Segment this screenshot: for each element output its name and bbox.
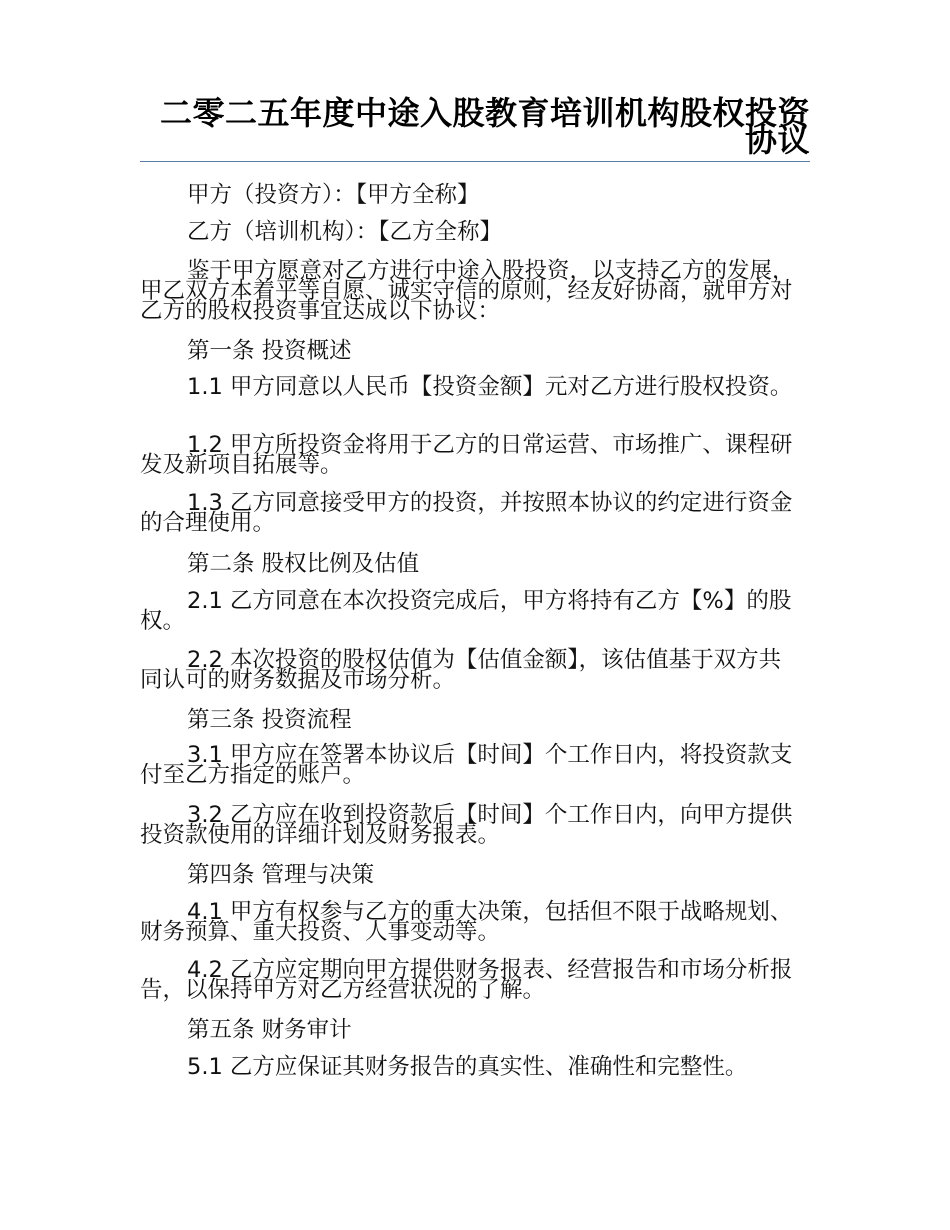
clause-1-3: 1.3 乙方同意接受甲方的投资，并按照本协议的约定进行资金的合理使用。 [140,490,793,536]
clause-3-1: 3.1 甲方应在签署本协议后【时间】个工作日内，将投资款支付至乙方指定的账户。 [140,742,793,788]
clause-2-2: 2.2 本次投资的股权估值为【估值金额】，该估值基于双方共同认可的财务数据及市场分析。 [140,647,782,693]
article-3-heading: 第三条 投资流程 [187,707,352,733]
party-b-line: 乙方（培训机构）：【乙方全称】 [187,219,503,245]
clause-4-1: 4.1 甲方有权参与乙方的重大决策，包括但不限于战略规划、财务预算、重大投资、人事变动等。 [140,899,793,945]
article-2-heading: 第二条 股权比例及估值 [187,551,420,577]
clause-2-1: 2.1 乙方同意在本次投资完成后，甲方将持有乙方【%】的股权。 [140,588,792,634]
article-5-heading: 第五条 财务审计 [187,1017,352,1043]
clause-1-1: 1.1 甲方同意以人民币【投资金额】元对乙方进行股权投资。 [187,374,793,400]
clause-1-2: 1.2 甲方所投资金将用于乙方的日常运营、市场推广、课程研发及新项目拓展等。 [140,432,793,478]
preamble-paragraph: 鉴于甲方愿意对乙方进行中途入股投资，以支持乙方的发展，甲乙双方本着平等自愿、诚实守信的原则，经友好协商，就甲方对乙方的股权投资事宜达成以下协议： [140,258,795,324]
clause-3-2: 3.2 乙方应在收到投资款后【时间】个工作日内，向甲方提供投资款使用的详细计划及财务报表。 [140,802,793,848]
party-a-line: 甲方（投资方）：【甲方全称】 [187,182,480,208]
article-4-heading: 第四条 管理与决策 [187,862,375,888]
clause-4-2: 4.2 乙方应定期向甲方提供财务报表、经营报告和市场分析报告，以保持甲方对乙方经营状况的了解。 [140,957,793,1003]
article-1-heading: 第一条 投资概述 [187,338,352,364]
clause-5-1: 5.1 乙方应保证其财务报告的真实性、准确性和完整性。 [187,1054,748,1080]
document-title: 二零二五年度中途入股教育培训机构股权投资协议 [159,94,810,159]
title-underline [140,161,810,162]
